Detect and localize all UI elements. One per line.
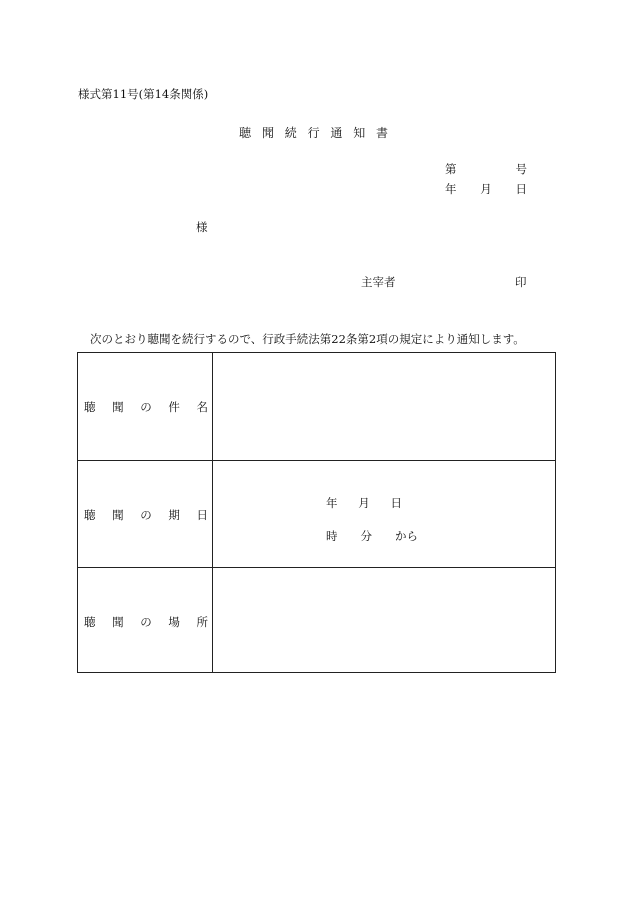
date-year: 年 [445,182,457,196]
date-day: 日 [515,182,527,196]
document-number-field[interactable] [445,161,527,177]
addressee-honorific: 様 [196,220,208,234]
row-label-hearing-subject: 聴 聞 の 件 名 [84,399,208,414]
form-number-label: 様式第11号(第14条関係) [78,87,209,101]
title-char: 知 [353,126,377,140]
hearing-details-table [77,352,556,673]
organizer-label: 主宰者 [361,275,396,289]
hearing-hour: 時 [326,529,338,543]
row-label-hearing-date: 聴 聞 の 期 日 [84,507,208,522]
hearing-from: から [395,529,418,543]
notice-body-text: 次のとおり聴聞を続行するので、行政手続法第22条第2項の規定により通知します。 [90,332,525,346]
hearing-day: 日 [390,496,402,510]
title-char: 書 [376,126,399,140]
title-char: 聴 [239,126,262,140]
title-char: 聞 [261,126,285,140]
hearing-year: 年 [326,496,338,510]
table-row-hearing-date [78,460,555,568]
table-row-hearing-place [78,567,555,675]
number-suffix: 号 [515,162,527,176]
title-char: 行 [307,126,331,140]
title-char: 通 [330,126,354,140]
hearing-month: 月 [358,496,370,510]
date-month: 月 [480,182,492,196]
hearing-datetime-field[interactable] [326,495,418,544]
row-label-hearing-place: 聴 聞 の 場 所 [84,614,208,629]
issue-date-field[interactable] [445,181,527,197]
document-title [0,124,630,141]
number-prefix: 第 [445,162,457,176]
table-row-hearing-subject [78,353,555,460]
seal-mark: 印 [515,275,527,289]
hearing-minute: 分 [360,529,372,543]
title-char: 続 [284,126,308,140]
